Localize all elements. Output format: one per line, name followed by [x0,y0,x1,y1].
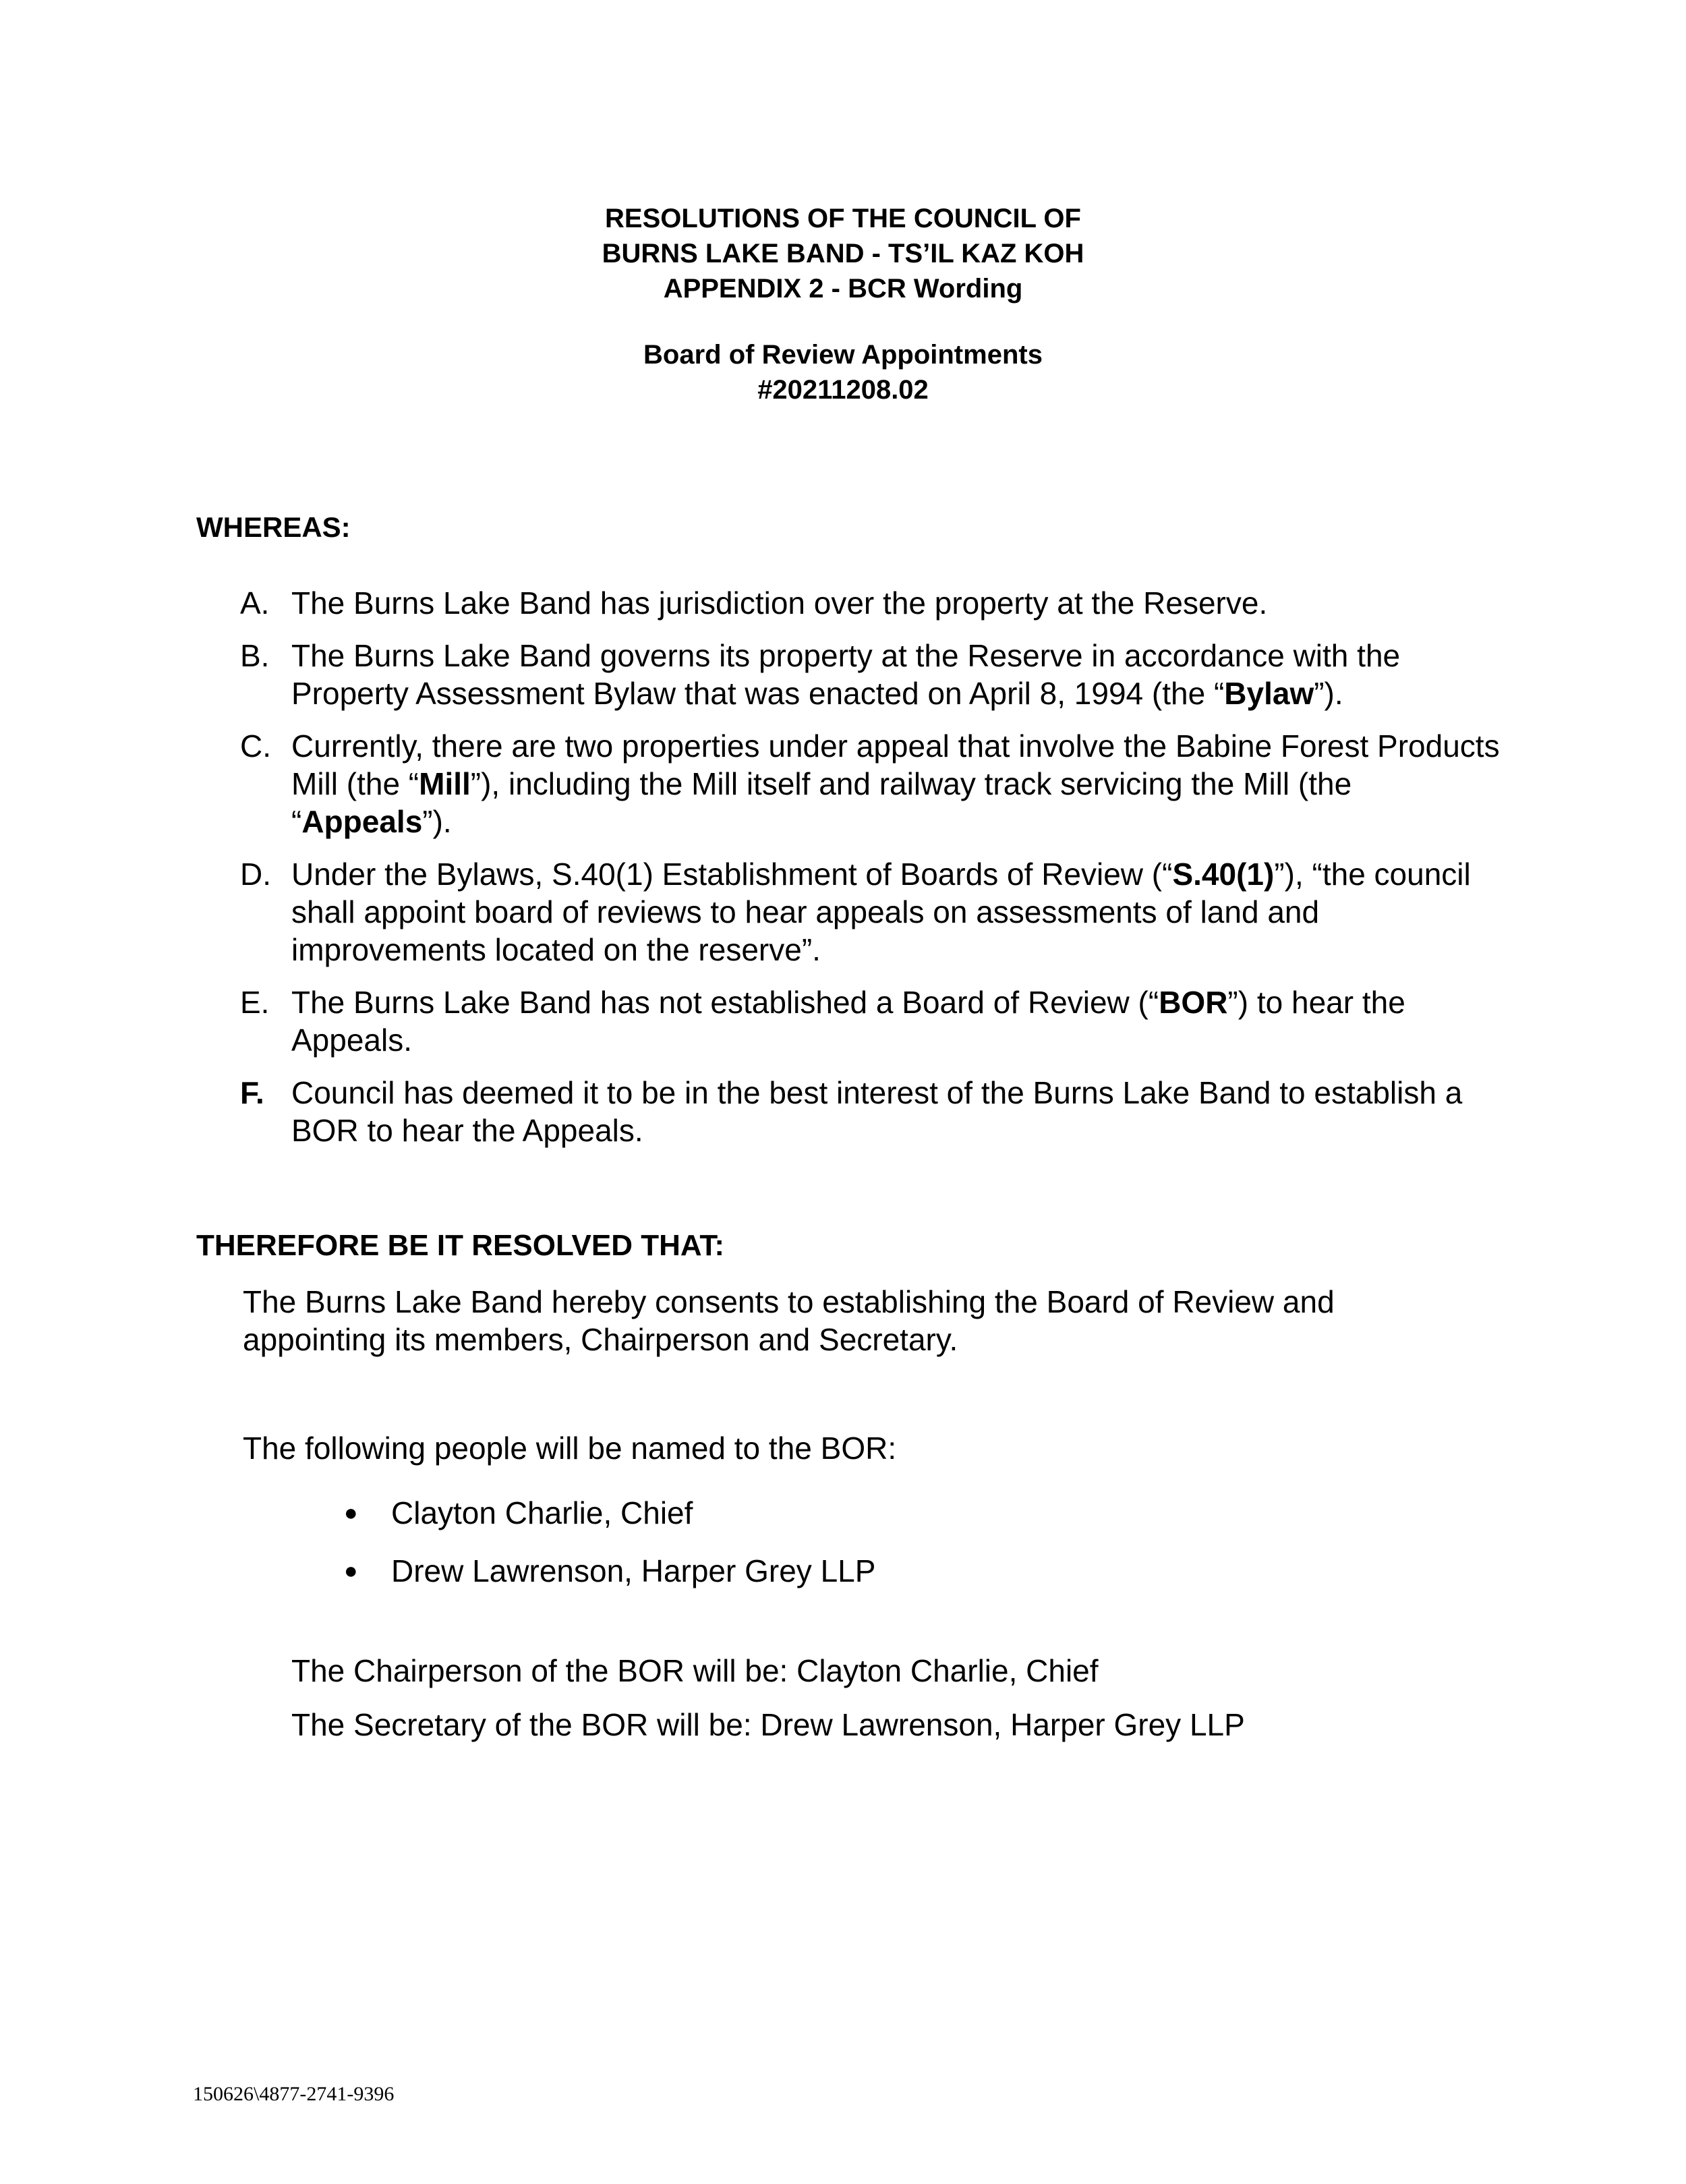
whereas-heading: WHEREAS: [196,511,351,543]
recital-letter: A. [240,585,270,621]
roles-block [291,1653,1245,1760]
recital-text: Council has deemed it to be in the best interest of the Burns Lake Band to establish a BOR to hear the Appeals. [291,1075,1463,1148]
recital-letter: C. [240,728,271,764]
recital-letter: B. [240,638,270,673]
recital-text: The Burns Lake Band has jurisdiction over the property at the Reserve. [291,585,1268,621]
resolution-text: The Burns Lake Band hereby consents to establishing the Board of Review and appointing its members, Chairperson and Secretary. [243,1284,1335,1357]
recital-text: ”), including the Mill itself and railway track servicing the Mill (the “ [291,766,1352,839]
recital-text: Currently, there are two properties under appeal that involve the Babine Forest Products Mill (the “ [291,728,1500,801]
member-name: Clayton Charlie, Chief [391,1495,693,1530]
header-title-line-2: BURNS LAKE BAND - TS’IL KAZ KOH [602,239,1084,268]
members-list [344,1484,875,1600]
recital-f [240,1074,1501,1149]
therefore-heading: THEREFORE BE IT RESOLVED THAT: [196,1229,725,1262]
resolution-subtitle: Board of Review Appointments [643,340,1043,370]
defined-term: BOR [1159,985,1228,1020]
recital-e [240,983,1501,1059]
recital-text: ”), “the council shall appoint board of reviews to hear appeals on assessments of land and improvements located on the reserve”. [291,857,1471,967]
header-title-line-1: RESOLUTIONS OF THE COUNCIL OF [605,204,1081,233]
recital-text: Under the Bylaws, S.40(1) Establishment of Boards of Review (“ [291,857,1173,892]
recital-letter: E. [240,985,270,1020]
defined-term: Appeals [301,804,423,839]
bullet-icon: ● [344,1499,358,1526]
defined-term: S.40(1) [1172,857,1275,892]
list-item [344,1542,875,1600]
recital-c [240,727,1501,840]
document-reference: 150626\4877-2741-9396 [193,2083,395,2105]
recital-b [240,637,1501,712]
defined-term: Mill [419,766,471,801]
recital-letter: D. [240,857,271,892]
list-item [344,1484,875,1542]
recital-a [240,584,1501,622]
recital-letter: F. [240,1075,264,1110]
defined-term: Bylaw [1224,676,1314,711]
whereas-list [240,584,1501,1164]
bullet-icon: ● [344,1557,358,1584]
document-header [0,201,1686,407]
chairperson-line: The Chairperson of the BOR will be: Clayton Charlie, Chief [291,1653,1099,1688]
recital-text: The Burns Lake Band has not established a Board of Review (“ [291,985,1159,1020]
recital-d [240,855,1501,969]
recital-text: The Burns Lake Band governs its property at the Reserve in accordance with the Property Assessment Bylaw that was enacted on April 8, 1994 (the “ [291,638,1401,711]
members-intro: The following people will be named to the BOR: [243,1431,897,1466]
member-name: Drew Lawrenson, Harper Grey LLP [391,1553,876,1588]
recital-text: ”). [422,804,452,839]
recital-text: ”) to hear the Appeals. [291,985,1405,1058]
recital-text: ”). [1314,676,1343,711]
secretary-line: The Secretary of the BOR will be: Drew Lawrenson, Harper Grey LLP [291,1707,1245,1742]
resolution-number: #20211208.02 [757,375,929,405]
header-title-line-3: APPENDIX 2 - BCR Wording [663,274,1023,304]
